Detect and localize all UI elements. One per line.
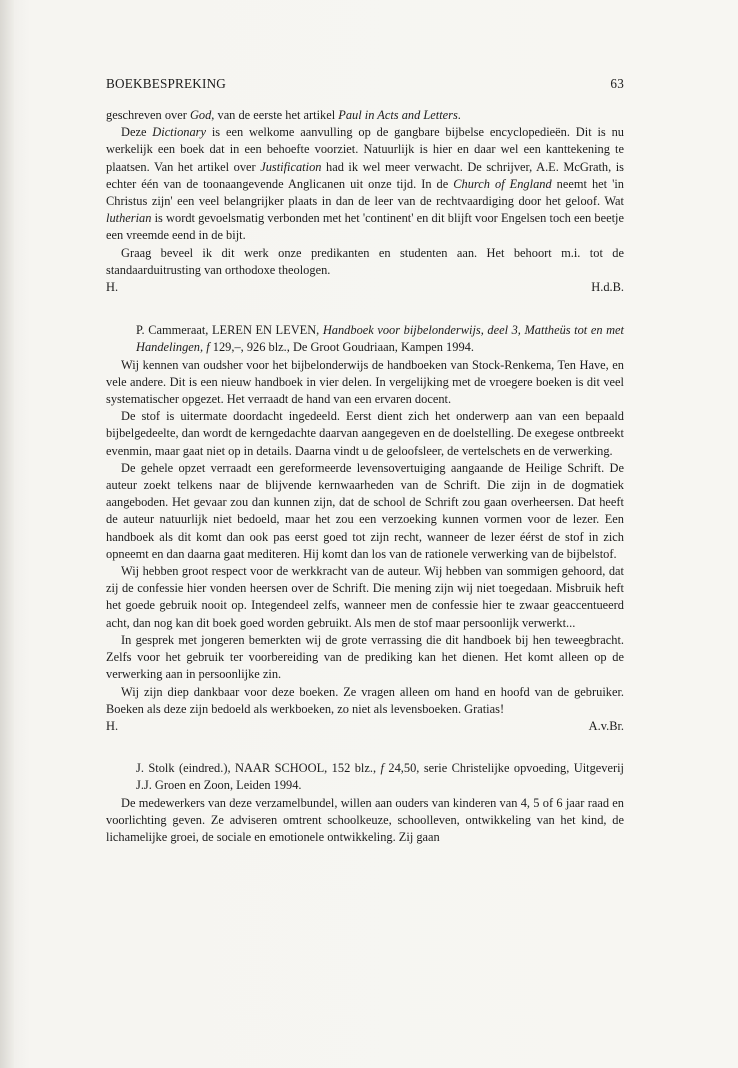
signature-right: A.v.Br. — [588, 718, 624, 733]
section-gap — [106, 735, 624, 760]
review1-paragraph-1: Deze Dictionary is een welkome aanvulling op de gangbare bijbelse encyclopedieën. Dit is nu werkelijk een boek dat in een behoefte voorziet. Natuurlijk is hier en daar wel een kanttekening te plaatsen. Van het artikel over Justification had ik wel meer verwacht. De schrijver, A.E. McGrath, is echter één van de toonaangevende Anglicanen uit onze tijd. In de Church of England neemt het 'in Christus zijn' een veel belangrijker plaats in dan de leer van de rechtvaardiging door het geloof. Wat lutherian is wordt gevoelsmatig verbonden met het 'continent' en dit blijft voor Engelsen toch een beetje een vreemde eend in de bijt. — [106, 125, 624, 243]
review2-paragraph-3: De gehele opzet verraadt een gereformeerde levensovertuiging aangaande de Heilige Schrift. De auteur zoekt telkens naar de blijvende kernwaarheden van de Schrift. Die zijn in de dogmatiek aangeboden. Het gevaar zou dan kunnen zijn, dat de school de Schrift zou gaan overheersen. Dat heeft de auteur natuurlijk niet bedoeld, maar het zou een verzoeking kunnen vormen voor de lezer. Een handboek als dit komt dan ook pas eerst goed tot zijn recht, wanneer de lezer éérst de stof in zich opneemt en dan daarna gaat mediteren. Hij komt dan los van de rationele verwerking van de bijbelstof. — [106, 460, 624, 561]
review2-paragraph-4: Wij hebben groot respect voor de werkkracht van de auteur. Wij hebben van sommigen gehoord, dat zij de confessie hier vonden heersen over de Schrift. Die mening zijn wij niet toegedaan. Misbruik heft het goede gebruik nooit op. Integendeel zelfs, wanneer men de confessie hier te zwaar geaccentueerd acht, dan nog kan dit boek goed worden gebruikt. Als men de stof maar persoonlijk verwerkt... — [106, 564, 624, 630]
signature-left: H. — [106, 718, 119, 733]
review2-paragraph-2: De stof is uitermate doordacht ingedeeld. Eerst dient zich het onderwerp aan van een bepaald bijbelgedeelte, dan wordt de kerngedachte daarvan aangegeven en de doelstelling. De exegese ontbreekt evenmin, maar gaat niet op in details. Daarna vindt u de geloofsleer, de vertelschets en de verwerking. — [106, 409, 624, 458]
page-body — [106, 107, 624, 846]
page-number: 63 — [610, 76, 624, 91]
review2-signature — [106, 718, 624, 735]
review1-signature — [106, 279, 624, 296]
review2-book-reference: P. Cammeraat, LEREN EN LEVEN, Handboek voor bijbelonderwijs, deel 3, Mattheüs tot en met Handelingen, f 129,–, 926 blz., De Groot Goudriaan, Kampen 1994. — [136, 323, 624, 355]
review1-paragraph-2: Graag beveel ik dit werk onze predikanten en studenten aan. Het behoort m.i. tot de standaarduitrusting van orthodoxe theologen. — [106, 245, 624, 277]
running-header — [106, 76, 624, 92]
review3-book-reference: J. Stolk (eindred.), NAAR SCHOOL, 152 blz., f 24,50, serie Christelijke opvoeding, Uitgeverij J.J. Groen en Zoon, Leiden 1994. — [136, 761, 624, 793]
review2-paragraph-5: In gesprek met jongeren bemerkten wij de grote verrassing die dit handboek bij hen teweegbracht. Zelfs voor het gebruik ter voorbereiding van de prediking kan het dienen. Het komt alleen op de verwerking aan in persoonlijke zin. — [106, 632, 624, 682]
review2-paragraph-1: Wij kennen van oudsher voor het bijbelonderwijs de handboeken van Stock-Renkema, Ten Have, en vele andere. Dit is een nieuw handboek in vier delen. In vergelijking met de vroegere boeken is dit veel systematischer opgezet. Het verraadt de hand van een ervaren docent. — [106, 357, 624, 407]
section-gap — [106, 296, 624, 322]
page-gutter-shadow — [0, 0, 14, 1068]
review2-paragraph-6: Wij zijn diep dankbaar voor deze boeken. Ze vragen alleen om hand en hoofd van de gebruiker. Boeken als deze zijn bedoeld als werkboeken, zo niet als levensboeken. Gratias! — [106, 684, 624, 716]
signature-right: H.d.B. — [591, 280, 624, 295]
signature-left: H. — [106, 280, 119, 295]
review1-paragraph-0: geschreven over God, van de eerste het artikel Paul in Acts and Letters. — [106, 108, 461, 122]
section-title: BOEKBESPREKING — [106, 76, 227, 91]
review3-paragraph-1: De medewerkers van deze verzamelbundel, willen aan ouders van kinderen van 4, 5 of 6 jaar raad en voorlichting geven. Ze adviseren omtrent schoolkeuze, schoolleven, ontwikkeling van het kind, de lichamelijke groei, de sociale en emotionele ontwikkeling. Zij gaan — [106, 795, 624, 844]
